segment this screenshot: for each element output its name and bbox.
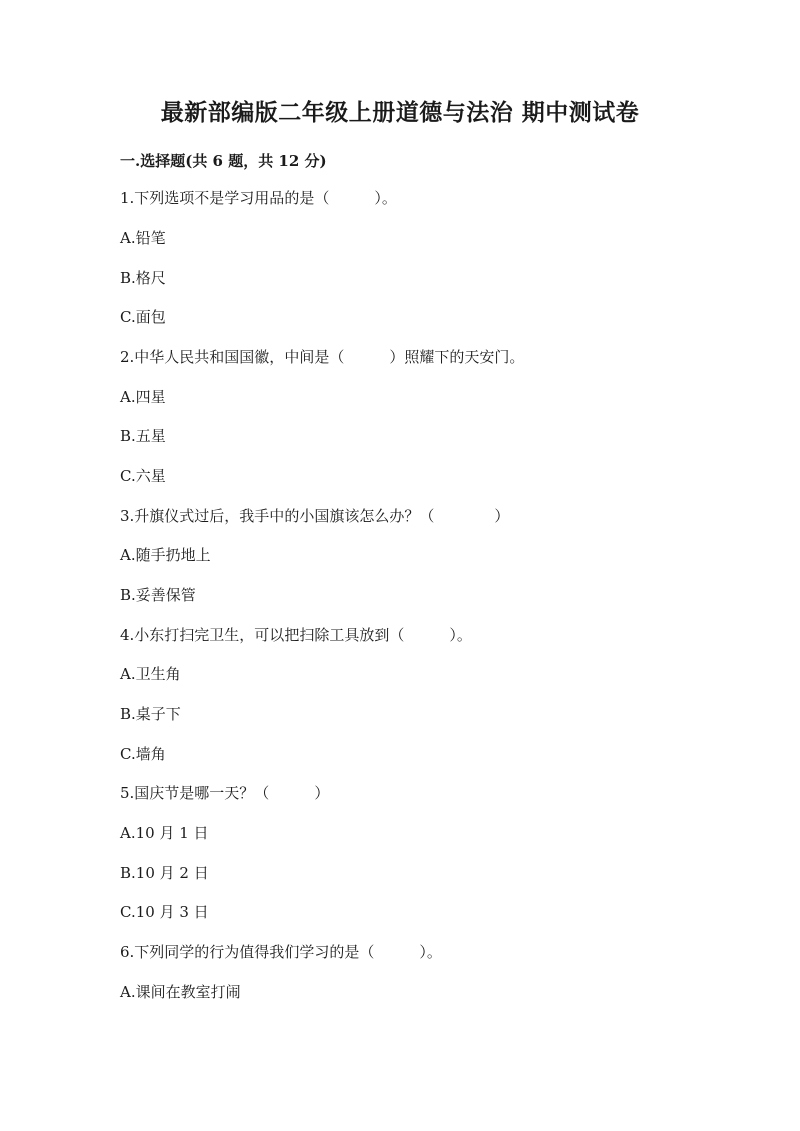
answer-option: A.随手扔地上	[120, 546, 211, 564]
answer-option: B.格尺	[120, 269, 166, 287]
answer-option: A.课间在教室打闹	[120, 983, 241, 1001]
answer-option: B.桌子下	[120, 705, 181, 723]
answer-option: A.卫生角	[120, 665, 181, 683]
page-title: 最新部编版二年级上册道德与法治 期中测试卷	[160, 99, 640, 126]
answer-option: C.六星	[120, 467, 166, 485]
question-stem: 5.国庆节是哪一天？（ ）	[120, 784, 330, 802]
question-stem: 3.升旗仪式过后，我手中的小国旗该怎么办？（ ）	[120, 507, 510, 525]
answer-option: C.墙角	[120, 745, 166, 763]
answer-option: C.面包	[120, 308, 166, 326]
answer-option: C.10 月 3 日	[120, 903, 209, 921]
question-stem: 2.中华人民共和国国徽，中间是（ ）照耀下的天安门。	[120, 348, 525, 366]
answer-option: B.10 月 2 日	[120, 864, 209, 882]
answer-option: A.10 月 1 日	[120, 824, 209, 842]
question-stem: 1.下列选项不是学习用品的是（ ）。	[120, 189, 397, 207]
answer-option: B.五星	[120, 427, 166, 445]
answer-option: B.妥善保管	[120, 586, 196, 604]
question-stem: 4.小东打扫完卫生，可以把扫除工具放到（ ）。	[120, 626, 472, 644]
answer-option: A.四星	[120, 388, 166, 406]
answer-option: A.铅笔	[120, 229, 166, 247]
section-heading: 一.选择题(共 6 题，共 12 分)	[120, 152, 327, 170]
question-stem: 6.下列同学的行为值得我们学习的是（ ）。	[120, 943, 442, 961]
